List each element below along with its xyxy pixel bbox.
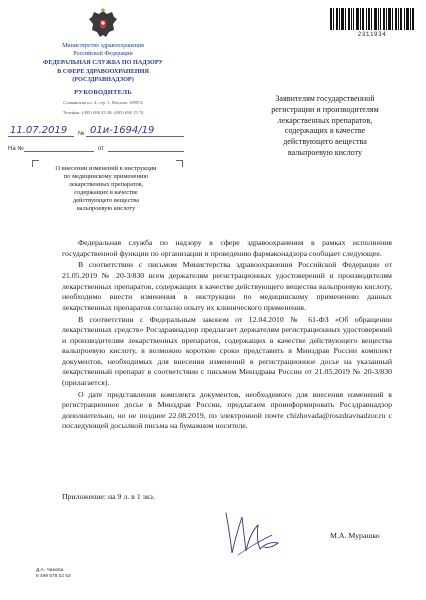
address-line1: Славянская пл. 4, стр. 1, Москва, 109074 — [63, 99, 143, 105]
barcode-icon — [330, 8, 414, 30]
subject-line: лекарственных препаратов, — [68, 181, 144, 188]
registration-number: 01и-1694/19 — [90, 125, 155, 136]
subject — [40, 165, 172, 213]
head-title: РУКОВОДИТЕЛЬ — [74, 88, 132, 96]
addressee-line: лекарственных препаратов, — [277, 115, 373, 125]
addressee-line: действующего вещества — [283, 137, 367, 147]
service-name-line1: ФЕДЕРАЛЬНАЯ СЛУЖБА ПО НАДЗОРУ — [43, 59, 163, 66]
coat-of-arms-icon — [88, 8, 118, 40]
subject-bracket-right — [176, 160, 183, 167]
addressee-line: вальпроевую кислоту — [287, 147, 363, 157]
barcode-block — [330, 8, 414, 38]
number-label: № — [78, 131, 85, 137]
attachment-note: Приложение: на 9 л. в 1 экз. — [62, 492, 155, 501]
signature-icon — [218, 505, 290, 561]
subject-line: действующего вещества — [72, 197, 140, 204]
reference-number-label: На № — [8, 146, 24, 152]
address-line2: Телефон: (495) 698 45 38; (495) 698 15 74 — [62, 109, 144, 115]
signer-name: М.А. Мурашко — [330, 531, 380, 540]
registration-date: 11.07.2019 — [10, 125, 68, 136]
addressee-line: Заявителям государственной — [275, 94, 375, 103]
body-paragraph: В соответствии с письмом Министерства здравоохранения Российской Федерации от 21.05.2019 № 20-3/830 всем держателям регистрационных удостоверений и производителям лекарственных препаратов, содержащих в качестве действующего вещества вальпроевую кислоту, необходимо внести изменения в инструкции по медицинскому применению данных лекарственных препаратов согласно опыту их клинического применения. — [62, 260, 392, 312]
addressee — [236, 94, 414, 159]
subject-line: содержащих в качестве — [74, 189, 138, 196]
ministry-name-line2: Российской Федерации — [73, 50, 133, 57]
body-paragraph: О дате представления комплекта документов, необходимого для внесения изменений в регистрационное досье в Минздрав России, предлагаем проинформировать Росздравнадзор дополнительно, но не позднее 22.08.2019, по электронной почте chizhovada@roszdravnadzor.ru с последующей досылкой письма на бумажном носителе. — [62, 389, 392, 431]
registration-line — [8, 124, 188, 138]
ministry-name-line1: Министерство здравоохранения — [62, 43, 144, 49]
letterhead — [22, 8, 184, 116]
service-name-line3: (РОСЗДРАВНАДЗОР) — [72, 76, 134, 84]
executor-info — [36, 568, 71, 580]
subject-line: по медицинскому применению — [63, 173, 149, 180]
letter-body — [62, 238, 392, 433]
reference-number-underline — [24, 142, 94, 152]
reference-date-underline — [108, 142, 184, 152]
service-name-line2: В СФЕРЕ ЗДРАВООХРАНЕНИЯ — [57, 67, 149, 75]
subject-line: вальпроевую кислоту — [76, 205, 136, 212]
body-paragraph: В соответствии с Федеральным законом от 12.04.2010 № 61-ФЗ «Об обращении лекарственных средств» Росздравнадзор предлагает держателям регистрационных удостоверений и производителям лекарственных препаратов, содержащих в качестве действующего вещества вальпроевую кислоту, в возможно короткие сроки представить в Минздрав России комплект документов, необходимых для внесения изменений в регистрационное досье на указанный лекарственный препарат в соответствии с письмом Минздрава России от 21.05.2019 № 20-3/830 (прилагается). — [62, 314, 392, 387]
addressee-line: содержащих в качестве — [284, 126, 366, 136]
body-paragraph: Федеральная служба по надзору в сфере здравоохранения в рамках исполнения государственной функции по организации и проведению фармаконадзора сообщает следующее. — [62, 238, 392, 258]
reference-line — [8, 141, 188, 153]
executor-phone: 8 499 578 02 63 — [36, 574, 71, 579]
reference-date-label: от — [98, 146, 104, 152]
subject-bracket-left — [32, 160, 39, 167]
barcode-number: 2311934 — [357, 31, 387, 38]
executor-name: Д.А. Чижова — [36, 568, 64, 573]
addressee-line: регистрации и производителям — [271, 104, 379, 114]
subject-line: О внесении изменений в инструкции — [55, 165, 157, 172]
